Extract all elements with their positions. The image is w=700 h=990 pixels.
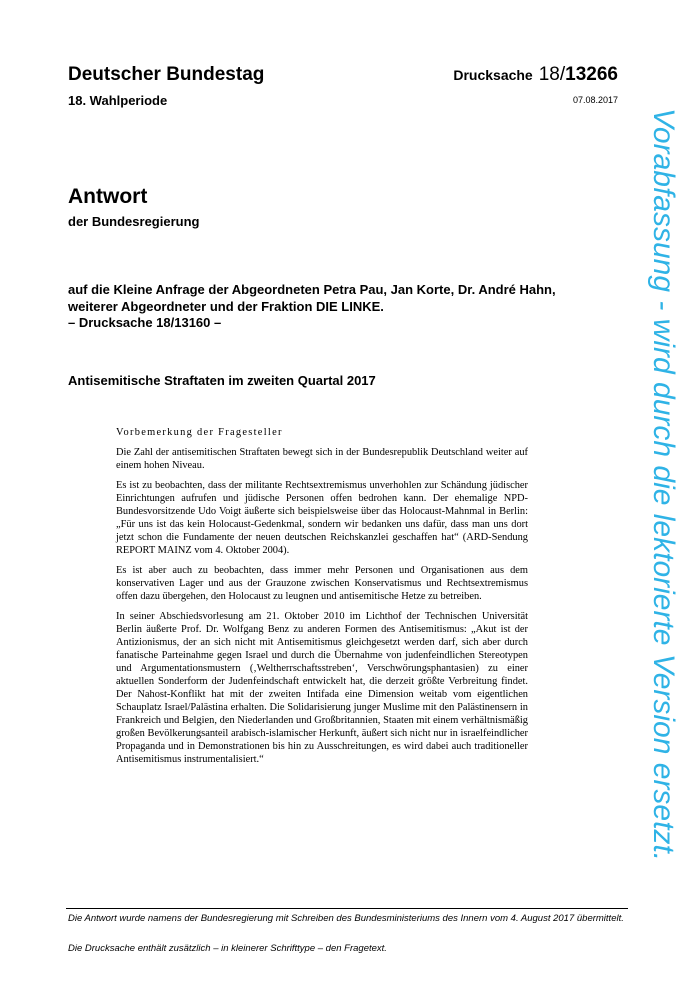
inquiry-line: weiterer Abgeordneter und der Fraktion DIE LINKE. <box>68 298 384 314</box>
preamble-section <box>116 426 528 773</box>
preamble-heading: Vorbemerkung der Fragesteller <box>116 427 283 438</box>
election-period: 18. Wahlperiode <box>68 93 168 108</box>
drucksache-label: Drucksache <box>453 67 533 83</box>
drucksache-number <box>453 64 618 86</box>
document-title: Antwort <box>68 185 148 208</box>
organization-name: Deutscher Bundestag <box>68 64 265 85</box>
inquiry-line: – Drucksache 18/13160 – <box>68 315 222 330</box>
drucksache-id: 13266 <box>565 64 618 85</box>
inquiry-reference <box>68 282 628 332</box>
footer-divider <box>66 908 628 909</box>
document-date: 07.08.2017 <box>572 95 618 105</box>
footer-note-fragetext: Die Drucksache enthält zusätzlich – in kleinerer Schrifttype – den Fragetext. <box>68 943 387 954</box>
preamble-paragraph: Die Zahl der antisemitischen Straftaten bewegt sich in der Bundesrepublik Deutschland weiter auf einem hohen Niveau. <box>116 447 528 471</box>
preamble-paragraph: Es ist zu beobachten, dass der militante Rechtsextremismus unverhohlen zur Schändung jüdischer Einrichtungen aufrufen und jüdische Personen offen bedrohen kann. Der ehemalige NPD-Bundesvorsitzende Udo Voigt äußerte sich beispielsweise über das Holocaust-Mahnmal in Berlin: „Für uns ist das kein Holocaust-Gedenkmal, sondern wir bedanken uns dafür, dass man uns dort jetzt schon die Fundamente der neuen deutschen Reichskanzlei geschaffen hat“ (ARD-Sendung REPORT MAINZ vom 4. Oktober 2004). <box>116 480 528 556</box>
preamble-paragraph: In seiner Abschiedsvorlesung am 21. Oktober 2010 im Lichthof der Technischen Universität Berlin äußerte Prof. Dr. Wolfgang Benz zu anderen Formen des Antisemitismus: „Akut ist der Antizionismus, der an sich nicht mit Antisemitismus gleichgesetzt werden darf, sich aber durch fanatische Parteinahme gegen Israel und durch die Übernahme von judenfeindlichen Stereotypen und Argumentationsmustern (‚Weltherrschaftsstreben‘, Verschwörungsphantasien) zu einer aktuellen Sonderform der Judenfeindschaft entwickelt hat, die derzeit größte Verbreitung findet. Der Nahost-Konflikt hat mit der zweiten Intifada eine Dimension weitab vom eigentlichen Schauplatz Israel/Palästina erhalten. Die Solidarisierung junger Muslime mit den Palästinensern in Frankreich und Belgien, den Niederlanden und Großbritannien, Staaten mit einem verhältnismäßig großen Bevölkerungsanteil arabisch-islamischer Herkunft, äußert sich nicht nur in israelfeindlicher Propaganda und in Demonstrationen bis hin zu Ausschreitungen, es wird dabei auch traditioneller Antisemitismus instrumentalisiert.“ <box>116 611 528 765</box>
inquiry-line: auf die Kleine Anfrage der Abgeordneten Petra Pau, Jan Korte, Dr. André Hahn, <box>68 282 556 297</box>
footer-note-transmission: Die Antwort wurde namens der Bundesregierung mit Schreiben des Bundesministeriums des Innern vom 4. August 2017 übermittelt. <box>68 913 624 924</box>
drucksache-prefix: 18/ <box>538 64 566 85</box>
draft-watermark: Vorabfassung - wird durch die lektorierte Version ersetzt. <box>647 108 680 862</box>
topic-heading: Antisemitische Straftaten im zweiten Quartal 2017 <box>68 373 376 388</box>
preamble-paragraph: Es ist aber auch zu beobachten, dass immer mehr Personen und Organisationen aus dem konservativen Lager und aus der Grauzone zwischen Konservatismus und Rechtsextremismus offen dazu übergehen, den Holocaust zu leugnen und antisemitische Hetze zu betreiben. <box>116 565 528 602</box>
document-subtitle: der Bundesregierung <box>68 214 200 229</box>
